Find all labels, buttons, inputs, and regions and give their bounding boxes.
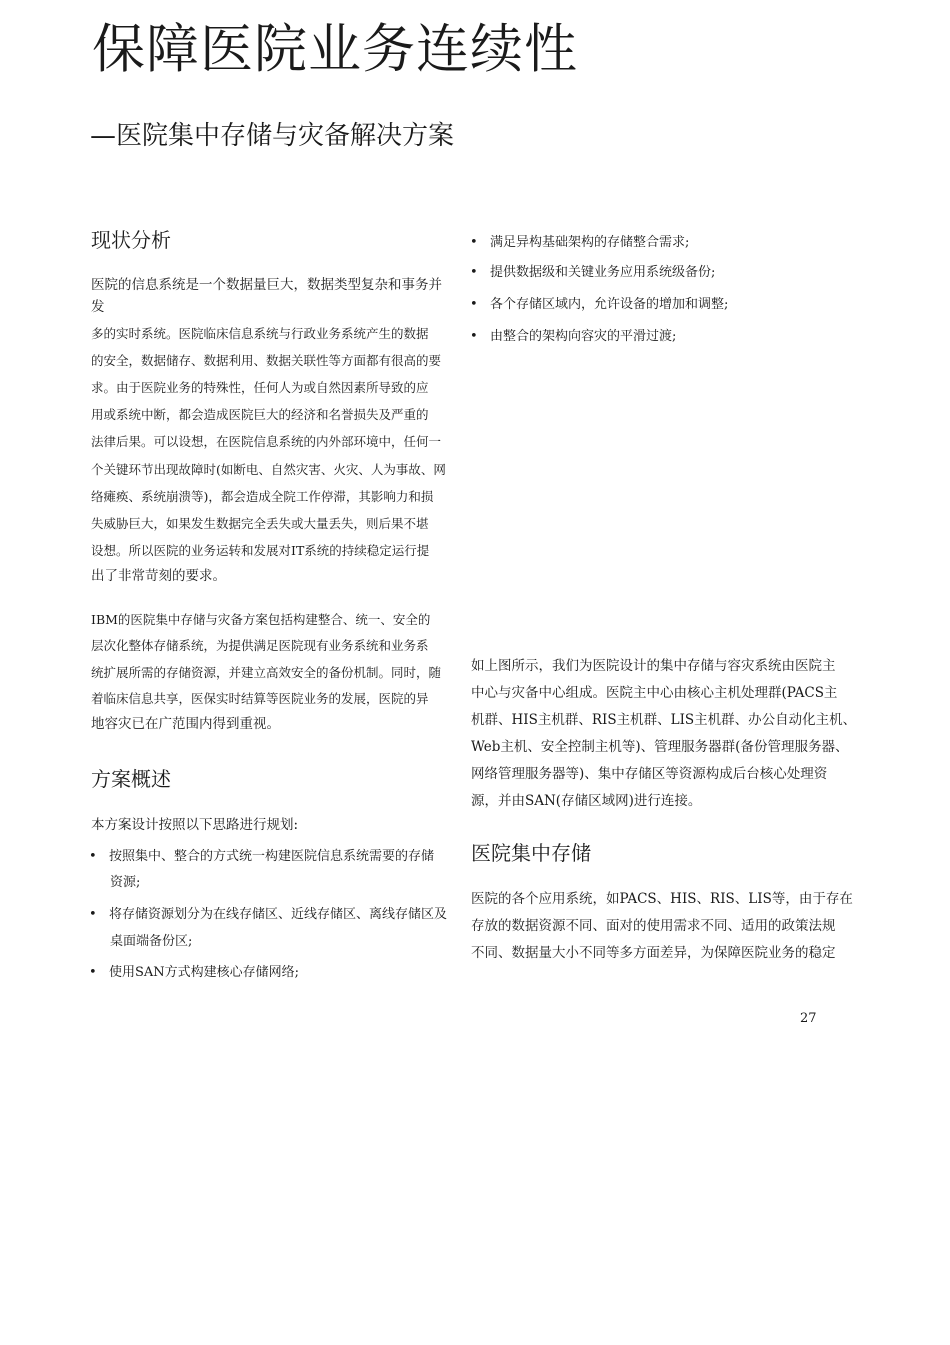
bullet-item xyxy=(470,327,676,347)
paragraph-line: 源，并由SAN(存储区域网)进行连接。 xyxy=(471,793,702,809)
paragraph-line: 失威胁巨大，如果发生数据完全丢失或大量丢失，则后果不堪 xyxy=(91,516,429,531)
paragraph-line: 医院的各个应用系统，如PACS、HIS、RIS、LIS等，由于存在 xyxy=(471,891,853,907)
bullet-continuation: 资源; xyxy=(110,875,141,890)
paragraph-line: 不同、数据量大小不同等多方面差异，为保障医院业务的稳定 xyxy=(471,945,836,961)
paragraph-line: 机群、HIS主机群、RIS主机群、LIS主机群、办公自动化主机、 xyxy=(471,712,857,728)
paragraph-line: 个关键环节出现故障时(如断电、自然灾害、火灾、人为事故、网 xyxy=(91,462,446,477)
bullet-text: 由整合的架构向容灾的平滑过渡; xyxy=(490,329,677,344)
bullet-text: 提供数据级和关键业务应用系统级备份; xyxy=(490,265,716,280)
paragraph-line: 的安全，数据储存、数据利用、数据关联性等方面都有很高的要 xyxy=(91,353,442,368)
paragraph-line: 存放的数据资源不同、面对的使用需求不同、适用的政策法规 xyxy=(471,918,836,934)
bullet-item xyxy=(89,905,447,925)
paragraph-line: 设想。所以医院的业务运转和发展对IT系统的持续稳定运行提 xyxy=(91,543,430,558)
bullet-text: 将存储资源划分为在线存储区、近线存储区、离线存储区及 xyxy=(109,907,448,922)
paragraph-line: Web主机、安全控制主机等)、管理服务器群(备份管理服务器、 xyxy=(471,739,849,755)
document-title: 保障医院业务连续性 xyxy=(92,19,578,80)
bullet-item xyxy=(89,847,434,867)
section-heading-central-storage: 医院集中存储 xyxy=(471,841,591,865)
paragraph-line: 网络管理服务器等)、集中存储区等资源构成后台核心处理资 xyxy=(471,766,828,782)
paragraph-line: 求。由于医院业务的特殊性，任何人为或自然因素所导致的应 xyxy=(91,380,429,395)
paragraph-line: 出了非常苛刻的要求。 xyxy=(91,568,226,584)
paragraph-line: 中心与灾备中心组成。医院主中心由核心主机处理群(PACS主 xyxy=(471,685,838,701)
bullet-dot: • xyxy=(89,849,97,864)
bullet-dot: • xyxy=(470,235,478,250)
paragraph-line: 如上图所示，我们为医院设计的集中存储与容灾系统由医院主 xyxy=(471,658,836,674)
bullet-item xyxy=(470,263,715,283)
paragraph-line: 着临床信息共享，医保实时结算等医院业务的发展，医院的异 xyxy=(91,691,429,706)
paragraph-line: 层次化整体存储系统，为提供满足医院现有业务系统和业务系 xyxy=(91,638,429,653)
paragraph-line: 法律后果。可以设想，在医院信息系统的内外部环境中，任何一 xyxy=(91,434,442,449)
bullet-dot: • xyxy=(470,297,478,312)
bullet-text: 按照集中、整合的方式统一构建医院信息系统需要的存储 xyxy=(109,849,435,864)
section-heading-overview: 方案概述 xyxy=(91,767,171,791)
bullet-dot: • xyxy=(89,965,97,980)
bullet-item xyxy=(89,963,299,983)
section-heading-status: 现状分析 xyxy=(91,228,171,252)
bullet-text: 满足异构基础架构的存储整合需求; xyxy=(490,235,690,250)
paragraph-line: 络瘫痪、系统崩溃等)，都会造成全院工作停滞，其影响力和损 xyxy=(91,489,434,504)
paragraph-line: 用或系统中断，都会造成医院巨大的经济和名誉损失及严重的 xyxy=(91,407,429,422)
intro-line: 本方案设计按照以下思路进行规划: xyxy=(91,817,299,833)
bullet-dot: • xyxy=(470,265,478,280)
paragraph-line: 发 xyxy=(91,299,105,315)
paragraph-line: 统扩展所需的存储资源，并建立高效安全的备份机制。同时，随 xyxy=(91,665,442,680)
page-number: 27 xyxy=(800,1011,817,1026)
bullet-item xyxy=(470,233,689,253)
paragraph-line: 地容灾已在广范围内得到重视。 xyxy=(91,716,280,732)
bullet-item xyxy=(470,295,728,315)
bullet-dot: • xyxy=(470,329,478,344)
bullet-continuation: 桌面端备份区; xyxy=(110,934,193,949)
paragraph-line: 医院的信息系统是一个数据量巨大，数据类型复杂和事务并 xyxy=(91,277,442,293)
document-subtitle: —医院集中存储与灾备解决方案 xyxy=(90,121,455,151)
paragraph-line: IBM的医院集中存储与灾备方案包括构建整合、统一、安全的 xyxy=(91,612,431,627)
bullet-text: 使用SAN方式构建核心存储网络; xyxy=(109,965,300,980)
bullet-dot: • xyxy=(89,907,97,922)
bullet-text: 各个存储区域内，允许设备的增加和调整; xyxy=(490,297,729,312)
paragraph-line: 多的实时系统。医院临床信息系统与行政业务系统产生的数据 xyxy=(91,326,429,341)
